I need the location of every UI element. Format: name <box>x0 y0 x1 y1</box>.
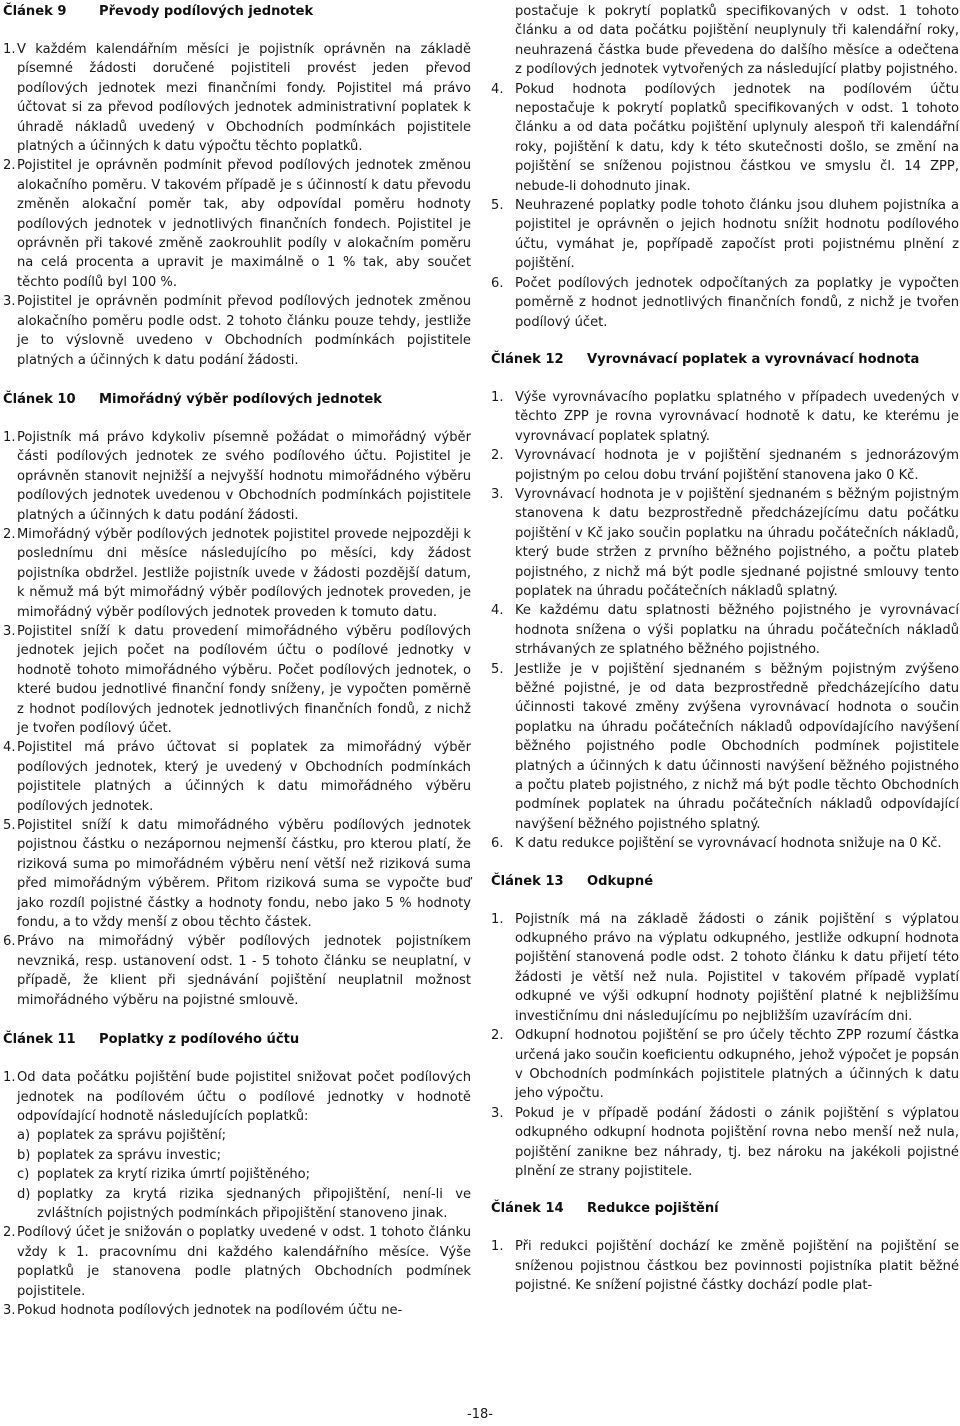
continuation-text: postačuje k pokrytí poplatků specifikovaných v odst. 1 tohoto článku a od data počátku pojištění neuplynuly tři kalendářní roky, neuhrazená částka bude převedena do dalšího měsíce a odečtena z podílových jednotek vytvořených za následující platby pojistného. <box>515 4 959 78</box>
item-number: 1. <box>3 429 16 445</box>
list-item <box>491 1026 959 1104</box>
item-number: 4. <box>491 81 504 97</box>
article-number: Článek 12 <box>491 351 564 367</box>
sub-item-letter: b) <box>17 1147 31 1163</box>
list-item <box>3 428 471 525</box>
article-title: Odkupné <box>587 873 654 889</box>
article-number: Článek 14 <box>491 1201 564 1217</box>
item-text: Pojistitel má právo účtovat si poplatek za mimořádný výběr podílových jednotek, který je uvedený v Obchodních podmínkách pojistitele platných a účinných k datu mimořádného výběru podílových jednotek. <box>17 740 471 814</box>
item-number: 2. <box>491 448 504 464</box>
sub-item-text: poplatky za krytá rizika sjednaných připojištění, není-li ve zvláštních pojistných podmínkách připojištění stanoveno jinak. <box>37 1186 471 1221</box>
item-number: 3. <box>491 1105 504 1121</box>
item-text: Vyrovnávací hodnota je v pojištění sjednaném s jednorázovým pojistným po celou dobu trvání pojištění stanovena jako 0 Kč. <box>515 448 959 483</box>
item-number: 6. <box>3 934 16 950</box>
list-item <box>491 2 959 80</box>
item-number: 3. <box>491 486 504 502</box>
article-10 <box>3 390 471 1010</box>
sub-item-letter: c) <box>17 1167 30 1183</box>
item-number: 2. <box>3 158 16 174</box>
article-title: Převody podílových jednotek <box>99 4 314 19</box>
item-text: V každém kalendářním měsíci je pojistník oprávněn na základě písemné žádosti doručené pojistiteli provést jeden převod podílových jednotek mezi finančními fondy. Pojistitel má právo účtovat si za převod podílových jednotek administrativní poplatek k úhradě nákladů uvedený v Obchodních podmínkách pojistitele platných a účinných k datu výpočtu těchto poplatků. <box>17 42 471 155</box>
list-item <box>3 932 471 1010</box>
article-title: Poplatky z podílového účtu <box>99 1032 300 1048</box>
item-text: Výše vyrovnávacího poplatku splatného v případech uvedených v těchto ZPP je rovna vyrovnávací hodnotě k datu, ke kterému je vyrovnávací poplatek splatný. <box>515 389 959 444</box>
item-number: 1. <box>491 1239 504 1255</box>
item-text: Vyrovnávací hodnota je v pojištění sjednaném s běžným pojistným stanovena k datu bezprostředně předcházejícímu datu počátku pojištění v Kč jako součin poplatku na úhradu počátečních nákladů, který bude stržen z prvního běžného pojistného, a počtu plateb pojistného, z nichž má být podle sjednané pojistné smlouvy tento poplatek na úhradu počátečních nákladů splatný. <box>515 486 959 599</box>
item-text: Pojistník má na základě žádosti o zánik pojištění s výplatou odkupného právo na výplatu odkupného, jestliže odkupní hodnota pojištění stanovená podle odst. 2 tohoto článku k datu přijetí této žádosti je větší než nula. Pojistitel v takovém případě vyplatí odkupné ve výši odkupní hodnoty pojištění platné k nejbližšímu investičnímu dni následujícímu po nejbližším uzavírácím dni. <box>515 911 959 1024</box>
item-text: K datu redukce pojištění se vyrovnávací hodnota snižuje na 0 Kč. <box>515 836 942 852</box>
article-items <box>491 1237 959 1295</box>
item-text: Pojistitel je oprávněn podmínit převod podílových jednotek změnou alokačního poměru. V takovém případě je s účinností k datu převodu změněn alokační poměr tak, aby odpovídal poměru hodnoty podílových jednotek v jednotlivých finančních fondech. Pojistitel je oprávněn při takové změně zaokrouhlit podíly v alokačním poměru na celá procenta a upravit je maximálně o 1 % tak, aby součet těchto podílů byl 100 %. <box>17 158 471 290</box>
item-text: Pojistitel sníží k datu mimořádného výběru podílových jednotek pojistnou částku o nezápornou nejmenší částku, pro kterou platí, že riziková suma po mimořádném výběru není větší než riziková suma před mimořádným výběrem. Přitom riziková suma se vypočte buď jako rozdíl pojistné částky a hodnoty fondu, nebo jako 5 % hodnoty fondu, a to vždy menší z obou těchto částek. <box>17 818 471 931</box>
list-item <box>3 525 471 622</box>
item-number: 5. <box>491 198 504 214</box>
item-text: Jestliže je v pojištění sjednaném s běžným pojistným zvýšeno běžné pojistné, je od data bezprostředně předcházejícího datu účinnosti takové změny zvýšena vyrovnávací hodnota o součin poplatku na úhradu počátečních nákladů odpovídajícího navýšení běžného pojistného podle Obchodních podmínek pojistitele platných a účinných k datu účinnosti navýšení běžného pojistného a počtu plateb pojistného, z nichž má být podle těchto Obchodních podmínek poplatek na úhradu počátečních nákladů odpovídající navýšení běžného pojistného splatný. <box>515 661 959 832</box>
article-11-continued <box>491 2 959 332</box>
item-number-spacer <box>491 2 515 80</box>
item-text: Pokud hodnota podílových jednotek na podílovém účtu nepostačuje k pokrytí poplatků specifikovaných v odst. 1 tohoto článku a od data počátku pojištění uplynuly alespoň tři kalendářní roky, pojištění k datu, kdy k této skutečnosti došlo, se změní na pojištění se sníženou pojistnou částkou ve smyslu čl. 14 ZPP, nebude-li dohodnuto jinak. <box>515 81 959 194</box>
article-heading <box>3 1030 471 1050</box>
list-item <box>3 156 471 292</box>
sub-item-text: poplatek za správu investic; <box>37 1147 221 1163</box>
item-number: 3. <box>3 623 16 639</box>
article-12 <box>491 350 959 854</box>
list-item <box>3 816 471 932</box>
item-text: Pojistník má právo kdykoliv písemně požádat o mimořádný výběr části podílových jednotek ze svého podílového účtu. Pojistitel je oprávněn stanovit nejnižší a nejvyšší hodnotu mimořádného výběru podílových jednotek uvedenou v Obchodních podmínkách pojistitele platných a účinných k datu podání žádosti. <box>17 429 471 523</box>
list-item <box>491 388 959 446</box>
article-11 <box>3 1030 471 1320</box>
item-number: 2. <box>3 1225 16 1241</box>
item-text: Pojistitel sníží k datu provedení mimořádného výběru podílových jednotek jejich počet na podílovém účtu o podílové jednotky v hodnotě tohoto mimořádného výběru. Počet podílových jednotek, o které budou jednotlivé finanční fondy sníženy, je vypočten poměrně z hodnot podílových jednotek jednotlivých finančních fondů, z nichž je tvořen podílový účet. <box>17 623 471 736</box>
list-item <box>491 1104 959 1182</box>
list-item <box>491 1237 959 1295</box>
article-items <box>3 40 471 370</box>
item-text: Pojistitel je oprávněn podmínit převod podílových jednotek změnou alokačního poměru podle odst. 2 tohoto článku pouze tehdy, jestliže je to výslovně uvedeno v Obchodních podmínkách pojistitele platných a účinných k datu podání žádosti. <box>17 294 471 368</box>
left-column <box>3 2 471 1340</box>
article-items <box>491 388 959 854</box>
item-text: Podílový účet je snižován o poplatky uvedené v odst. 1 tohoto článku vždy k 1. pracovnímu dni každého kalendářního měsíce. Výše poplatků je stanovena podle platných Obchodních podmínek pojistitele. <box>17 1225 471 1299</box>
item-text: Neuhrazené poplatky podle tohoto článku jsou dluhem pojistníka a pojistitel je oprávněn o jejich hodnotu snížit hodnotu podílového účtu, vymáhat je, popřípadě započíst proti pojistnému plnění z pojištění. <box>515 198 959 272</box>
item-number: 4. <box>491 603 504 619</box>
item-text: Počet podílových jednotek odpočítaných za poplatky je vypočten poměrně z hodnot jednotlivých finančních fondů, z nichž je tvořen podílový účet. <box>515 275 959 330</box>
item-number: 1. <box>3 42 16 57</box>
item-text: Odkupní hodnotou pojištění se pro účely těchto ZPP rozumí částka určená jako součin koeficientu odkupného, jehož výpočet je popsán v Obchodních podmínkách pojistitele platných a účinných k datu jeho výpočtu. <box>515 1028 959 1102</box>
article-heading <box>491 872 959 892</box>
article-title: Vyrovnávací poplatek a vyrovnávací hodnota <box>587 351 920 367</box>
list-item <box>491 80 959 196</box>
page-number: -18- <box>467 1407 493 1422</box>
item-text: Od data počátku pojištění bude pojistitel snižovat počet podílových jednotek na podílovém účtu o podílové jednotky v hodnotě odpovídající hodnotě následujících poplatků: <box>17 1070 471 1124</box>
article-13 <box>491 872 959 1182</box>
item-text: Pokud hodnota podílových jednotek na podílovém účtu ne- <box>17 1302 403 1318</box>
item-number: 2. <box>3 526 16 542</box>
item-number: 6. <box>491 836 504 852</box>
article-title: Mimořádný výběr podílových jednotek <box>99 391 382 407</box>
article-14 <box>491 1199 959 1295</box>
item-text: Právo na mimořádný výběr podílových jednotek pojistníkem nevzniká, resp. ustanovení odst. 1 - 5 tohoto článku se neuplatní, v případě, že klient při sjednávání pojištění neuplatnil možnost mimořádného výběru na pojistné smlouvě. <box>17 934 471 1008</box>
sub-item-letter: d) <box>17 1186 31 1202</box>
item-number: 6. <box>491 275 504 291</box>
right-column <box>491 2 959 1314</box>
item-number: 3. <box>3 1302 16 1318</box>
list-item <box>491 601 959 659</box>
list-item <box>491 660 959 835</box>
article-items <box>491 910 959 1182</box>
item-number: 1. <box>491 911 504 927</box>
sub-item <box>17 1146 471 1165</box>
list-item <box>3 622 471 738</box>
article-number: Článek 13 <box>491 873 564 889</box>
list-item <box>3 292 471 370</box>
list-item <box>491 446 959 485</box>
list-item <box>491 910 959 1026</box>
item-number: 5. <box>3 818 16 834</box>
article-heading <box>3 2 471 22</box>
list-item <box>3 40 471 156</box>
article-items <box>3 1068 471 1320</box>
sub-item <box>17 1126 471 1145</box>
list-item <box>3 1301 471 1320</box>
list-item <box>3 738 471 816</box>
list-item <box>491 196 959 274</box>
sub-list <box>17 1126 471 1223</box>
item-number: 1. <box>3 1070 16 1086</box>
article-heading <box>491 1199 959 1219</box>
article-title: Redukce pojištění <box>587 1201 719 1217</box>
article-9 <box>3 2 471 370</box>
sub-item <box>17 1165 471 1184</box>
list-item <box>3 1223 471 1301</box>
item-number: 3. <box>3 294 16 310</box>
article-number: Článek 10 <box>3 391 76 407</box>
sub-item-text: poplatek za krytí rizika úmrtí pojištěného; <box>37 1167 311 1183</box>
item-body <box>17 1068 471 1223</box>
article-items <box>491 2 959 332</box>
item-number: 5. <box>491 661 504 677</box>
article-number: Článek 9 <box>3 4 67 19</box>
item-text: Ke každému datu splatnosti běžného pojistného je vyrovnávací hodnota snížena o výši poplatku na úhradu počátečních nákladů strhávaných ze splatného běžného pojistného. <box>515 603 959 658</box>
list-item <box>3 1068 471 1223</box>
list-item <box>491 485 959 601</box>
sub-item-text: poplatek za správu pojištění; <box>37 1128 226 1144</box>
item-text: Pokud je v případě podání žádosti o zánik pojištění s výplatou odkupného odkupní hodnota pojištění rovna nebo menší než nula, pojištění zanikne bez náhrady, tj. bez nároku na jakékoli pojistné plnění ze strany pojistitele. <box>515 1105 959 1179</box>
article-heading <box>3 390 471 410</box>
article-heading <box>491 350 959 370</box>
item-number: 2. <box>491 1028 504 1044</box>
list-item <box>491 834 959 853</box>
sub-item-letter: a) <box>17 1128 31 1144</box>
article-number: Článek 11 <box>3 1032 76 1048</box>
item-text: Při redukci pojištění dochází ke změně pojištění na pojištění se sníženou pojistnou částkou bez povinnosti pojistníka platit běžné pojistné. Ke snížení pojistné částky dochází podle plat- <box>515 1239 959 1294</box>
item-text: Mimořádný výběr podílových jednotek pojistitel provede nejpozději k poslednímu dni měsíce následujícího po měsíci, kdy žádost pojistníka obdržel. Jestliže pojistník uvede v žádosti pozdější datum, k němuž má být mimořádný výběr podílových jednotek proveden, je mimořádný výběr podílových jednotek proveden k tomuto datu. <box>17 526 471 620</box>
item-number: 1. <box>491 389 504 405</box>
article-items <box>3 428 471 1010</box>
sub-item <box>17 1185 471 1224</box>
list-item <box>491 274 959 332</box>
item-number: 4. <box>3 740 16 756</box>
